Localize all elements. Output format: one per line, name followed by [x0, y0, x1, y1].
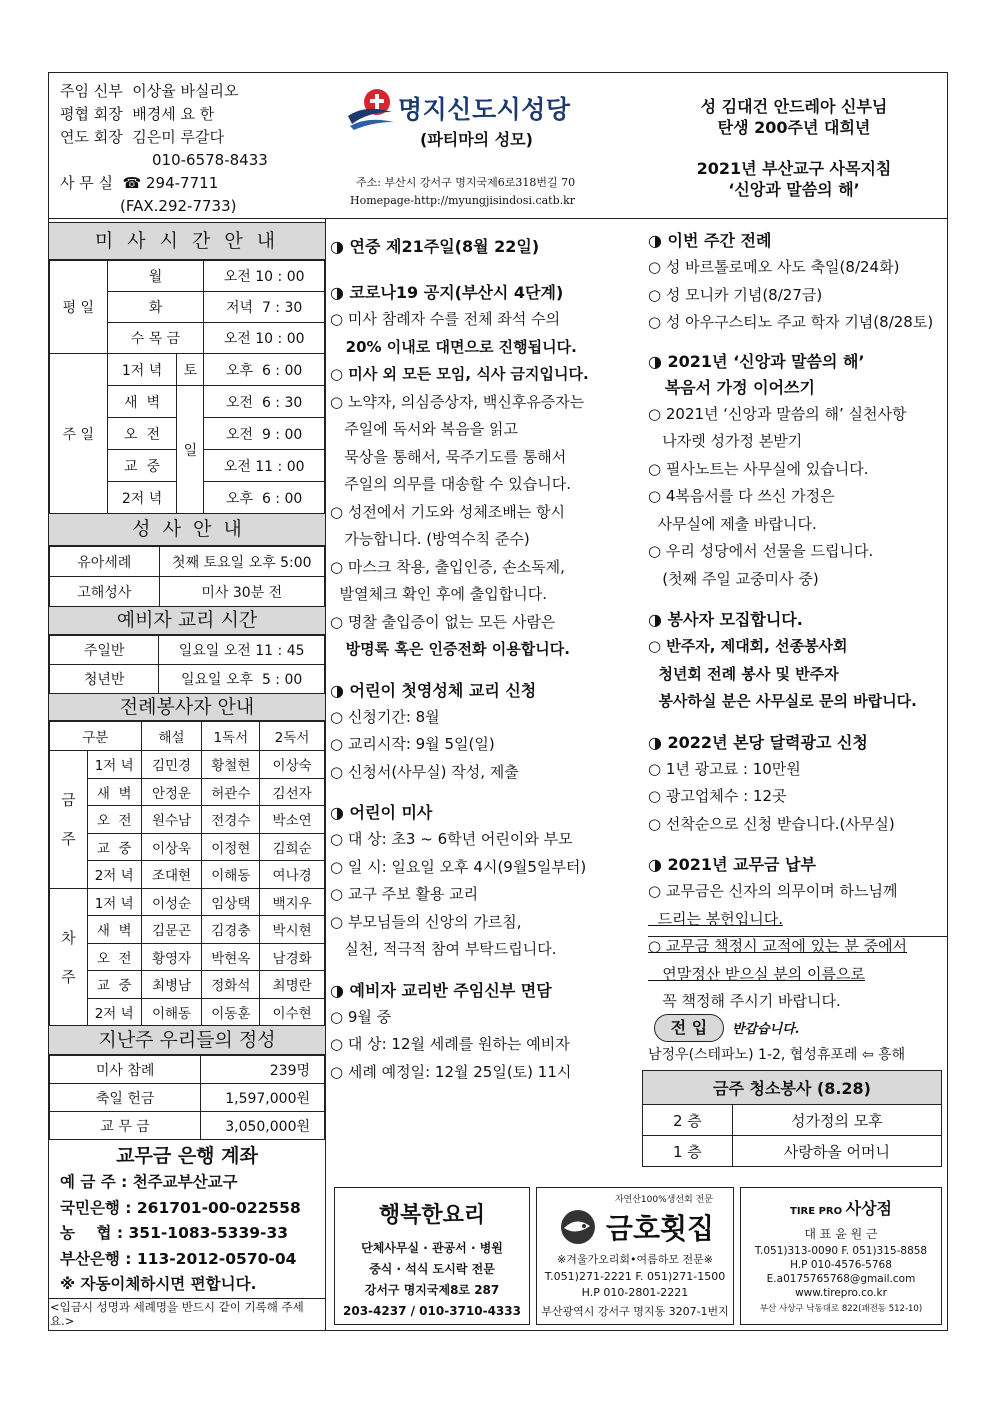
ad2-line: T.051)271-2221 F. 051)271-1500 — [544, 1270, 726, 1283]
motto-line-1: 2021년 부산교구 사목지침 — [696, 159, 892, 178]
notices-right — [648, 228, 948, 1026]
bank-note-divider — [48, 1298, 325, 1299]
servers-cell: 원수남 — [141, 806, 202, 834]
servers-cell: 1저 녁 — [87, 888, 141, 916]
notice-spacer — [648, 716, 948, 730]
servers-cell: 허관수 — [202, 778, 260, 806]
offering-title: 지난주 우리들의 정성 — [49, 1025, 325, 1055]
servers-cell: 김민경 — [141, 751, 202, 779]
notice-item: ○ 선착순으로 신청 받습니다.(사무실) — [648, 814, 895, 833]
servers-cell: 조대현 — [141, 861, 202, 889]
assoc-phone: 010-6578-8433 — [152, 151, 268, 169]
notice-item: ○ 부모님들의 신앙의 가르침, — [330, 912, 522, 931]
servers-row — [50, 943, 325, 971]
sacrament-value: 미사 30분 전 — [159, 577, 324, 607]
cleaning-floor: 1 층 — [643, 1136, 733, 1167]
sacrament-title: 성 사 안 내 — [49, 513, 325, 546]
servers-title: 전례봉사자 안내 — [49, 693, 325, 721]
bank-line: 부산은행 : 113-2012-0570-04 — [60, 1249, 297, 1268]
servers-row — [50, 888, 325, 916]
mass-day: 수 목 금 — [107, 323, 204, 354]
notice-item: ○ 우리 성당에서 선물을 드립니다. — [648, 542, 874, 560]
notice-item: ○ 대 상: 12월 세례를 원하는 예비자 — [330, 1035, 570, 1053]
servers-cell: 정화석 — [202, 971, 260, 999]
notice-heading: ◑ 2022년 본당 달력광고 신청 — [648, 732, 868, 752]
ad-restaurant — [334, 1187, 530, 1325]
notice-item: 연말정산 받으실 분의 이름으로 — [648, 964, 865, 983]
notice-heading: ◑ 예비자 교리반 주임신부 면담 — [330, 980, 552, 1000]
ad2-line: ※겨울가오리회•여름하모 전문※ — [557, 1253, 713, 1266]
servers-row — [50, 861, 325, 889]
ad1-name: 행복한요리 — [378, 1203, 486, 1228]
notice-heading: ◑ 2021년 교무금 납부 — [648, 855, 816, 874]
servers-row — [50, 916, 325, 944]
mass-day: 화 — [107, 292, 204, 323]
church-subtitle: (파티마의 성모) — [420, 130, 533, 149]
notice-item: ○ 성 바르톨로메오 사도 축일(8/24화) — [648, 258, 900, 276]
welcome-badge: 전 입 — [654, 1014, 724, 1042]
servers-header: 2독서 — [260, 722, 325, 751]
servers-cell: 김문곤 — [141, 916, 202, 944]
notice-item: ○ 교무금은 신자의 의무이며 하느님께 — [648, 882, 898, 900]
homepage-link[interactable]: Homepage-http://myungjisindosi.catb.kr — [350, 194, 576, 207]
notice-item: 실천, 적극적 참여 부탁드립니다. — [330, 940, 557, 958]
mass-time: 오후 6 : 00 — [204, 354, 325, 386]
ad3-line: www.tirepro.co.kr — [795, 1287, 887, 1299]
mass-time: 오전 11 : 00 — [204, 450, 325, 482]
ad2-line: H.P 010-2801-2221 — [581, 1286, 689, 1299]
ad2-top: 자연산100%생선회 전문 — [614, 1195, 713, 1205]
servers-row — [50, 806, 325, 834]
notice-spacer — [648, 337, 948, 349]
notice-heading: ◑ 이번 주간 전례 — [648, 231, 772, 250]
notice-item: ○ 성전에서 기도와 성체조배는 항시 — [330, 502, 566, 521]
catechism-value: 일요일 오전 11 : 45 — [159, 636, 325, 665]
notice-item: ○ 신청기간: 8월 — [330, 707, 440, 726]
notice-item: 사무실에 제출 바랍니다. — [648, 514, 817, 533]
mass-time: 오전 6 : 30 — [204, 386, 325, 418]
cleaning-table — [642, 1070, 942, 1167]
servers-header: 구분 — [50, 722, 142, 751]
catechism-value: 일요일 오후 5 : 00 — [159, 665, 325, 694]
servers-row — [50, 751, 325, 779]
cleaning-group: 성가정의 모후 — [732, 1105, 941, 1136]
servers-cell: 이수현 — [260, 998, 325, 1026]
servers-cell: 박현옥 — [202, 943, 260, 971]
ad3-brand: TIRE PRO — [790, 1206, 843, 1217]
assoc-name: 김은미 루갈다 — [132, 128, 224, 146]
servers-header: 1독서 — [202, 722, 260, 751]
fish-logo-icon — [556, 1208, 600, 1246]
ad3-line: 대 표 윤 원 근 — [804, 1227, 878, 1241]
mass-day: 새 벽 — [107, 386, 177, 418]
notice-item: ○ 2021년 ‘신앙과 말씀의 해’ 실천사항 — [648, 404, 907, 423]
ad3-line: T.051)313-0090 F. 051)315-8858 — [754, 1245, 928, 1257]
servers-cell: 이해동 — [141, 998, 202, 1026]
servers-cell: 오 전 — [87, 806, 141, 834]
notice-item: 발열체크 확인 후에 출입합니다. — [330, 585, 547, 603]
notice-spacer — [648, 838, 948, 852]
servers-cell: 이상욱 — [141, 833, 202, 861]
ad-tire — [740, 1187, 942, 1325]
council-label: 평협 회장 — [60, 105, 123, 123]
notice-item: ○ 성 아우구스티노 주교 학자 기념(8/28토) — [648, 313, 934, 331]
ad1-line: 단체사무실 · 관공서 · 병원 — [361, 1241, 503, 1255]
notice-heading: ◑ 어린이 미사 — [330, 803, 433, 822]
notice-spacer — [330, 786, 642, 800]
left-column-divider — [325, 218, 326, 1331]
church-address: 주소: 부산시 강서구 명지국제6로318번길 70 — [356, 176, 576, 189]
servers-row — [50, 998, 325, 1026]
ad2-name: 금호횟집 — [605, 1212, 715, 1245]
servers-cell: 이정현 — [202, 833, 260, 861]
servers-cell: 이해동 — [202, 861, 260, 889]
offering-value: 1,597,000원 — [201, 1084, 325, 1112]
notice-item: ○ 교구 주보 활용 교리 — [330, 885, 479, 903]
sacrament-label: 유아세례 — [50, 547, 160, 577]
notice-heading: ◑ 연중 제21주일(8월 22일) — [330, 237, 540, 256]
mass-times-title: 미 사 시 간 안 내 — [49, 222, 325, 260]
header-anniversary — [648, 96, 940, 200]
offering-value: 3,050,000원 — [201, 1112, 325, 1140]
header-info — [60, 80, 268, 218]
catechism-table — [49, 635, 325, 694]
notice-item: ○ 세례 예정일: 12월 25일(토) 11시 — [330, 1062, 572, 1081]
pastor-name: 이상율 바실리오 — [132, 82, 239, 100]
notice-item: (첫째 주일 교중미사 중) — [648, 569, 819, 588]
notice-item: ○ 광고업체수 : 12곳 — [648, 787, 787, 805]
notice-heading: ◑ 코로나19 공지(부산시 4단계) — [330, 283, 564, 302]
sacrament-value: 첫째 토요일 오후 5:00 — [159, 547, 324, 577]
servers-cell: 오 전 — [87, 943, 141, 971]
office-fax: (FAX.292-7733) — [120, 197, 237, 215]
servers-row — [50, 971, 325, 999]
notice-item: ○ 반주자, 제대회, 선종봉사회 — [648, 637, 848, 655]
notice-item: ○ 대 상: 초3 ~ 6학년 어린이와 부모 — [330, 830, 573, 848]
cleaning-title: 금주 청소봉사 (8.28) — [643, 1071, 942, 1105]
welcome-script: 반갑습니다. — [732, 1022, 800, 1037]
mass-day: 교 중 — [107, 450, 177, 482]
church-name: 명지신도시성당 — [398, 95, 571, 124]
notices-middle — [330, 234, 642, 1096]
bank-line: 예 금 주 : 천주교부산교구 — [60, 1173, 238, 1191]
ad2-line: 부산광역시 강서구 명지동 3207-1번지 — [541, 1305, 729, 1318]
servers-cell: 1저 녁 — [87, 751, 141, 779]
anniversary-line-1: 성 김대건 안드레아 신부님 — [700, 97, 888, 116]
notice-item: ○ 교리시작: 9월 5일(일) — [330, 735, 495, 753]
servers-week-label: 차 주 — [50, 888, 88, 1026]
mass-day: 오 전 — [107, 418, 177, 450]
ad1-line: 강서구 명지국제8로 287 — [364, 1283, 500, 1297]
mass-time: 오전 9 : 00 — [204, 418, 325, 450]
offering-label: 축일 헌금 — [50, 1084, 201, 1112]
mass-times-table — [49, 260, 325, 514]
anniversary-line-2: 탄생 200주년 대희년 — [717, 118, 871, 137]
notice-item: 청년회 전례 봉사 및 반주자 — [648, 664, 839, 683]
offering-label: 미사 참례 — [50, 1056, 201, 1084]
header-divider — [48, 218, 948, 219]
notice-item: ○ 일 시: 일요일 오후 4시(9월5일부터) — [330, 857, 587, 876]
notice-item: 봉사하실 분은 사무실로 문의 바랍니다. — [648, 692, 917, 710]
catechism-label: 주일반 — [50, 636, 159, 665]
notice-item: ○ 노약자, 의심증상자, 백신후유증자는 — [330, 392, 585, 411]
office-phone: ☎ 294-7711 — [122, 174, 219, 192]
notice-item: 드리는 봉헌입니다. — [648, 909, 783, 928]
servers-cell: 이성순 — [141, 888, 202, 916]
cleaning-group: 사랑하올 어머니 — [732, 1136, 941, 1167]
notice-heading: ◑ 봉사자 모집합니다. — [648, 610, 803, 629]
mass-day: 2저 녁 — [107, 482, 177, 514]
servers-cell: 안정운 — [141, 778, 202, 806]
pastor-label: 주임 신부 — [60, 82, 123, 100]
bank-title: 교무금 은행 계좌 — [116, 1145, 258, 1167]
notice-item: ○ 교무금 책정시 교적에 있는 분 중에서 — [648, 937, 908, 955]
servers-header: 해설 — [141, 722, 202, 751]
notice-item: 주일에 독서와 복음을 읽고 — [330, 420, 518, 438]
sacrament-table — [49, 546, 325, 607]
servers-cell: 박소연 — [260, 806, 325, 834]
sunday-label: 주 일 — [50, 354, 108, 514]
notice-item: ○ 명찰 출입증이 없는 모든 사람은 — [330, 612, 556, 631]
notice-item: ○ 4복음서를 다 쓰신 가정은 — [648, 487, 835, 505]
notice-spacer — [330, 260, 642, 280]
bank-note: <입금시 성명과 세례명을 반드시 같이 기록해 주세요.> — [50, 1300, 304, 1328]
notice-spacer — [330, 1086, 642, 1096]
notice-item: 나자렛 성가정 본받기 — [648, 432, 803, 450]
notice-item: 가능합니다. (방역수칙 준수) — [330, 530, 530, 548]
ad3-line: E.a0175765768@gmail.com — [766, 1273, 916, 1285]
bank-line: 국민은행 : 261701-00-022558 — [60, 1198, 301, 1217]
mass-time: 오후 6 : 00 — [204, 482, 325, 514]
sacrament-label: 고해성사 — [50, 577, 160, 607]
notice-heading: ◑ 2021년 ‘신앙과 말씀의 해’ 복음서 가정 이어쓰기 — [648, 351, 865, 397]
notice-item: 주일의 의무를 대송할 수 있습니다. — [330, 475, 572, 493]
cleaning-floor: 2 층 — [643, 1105, 733, 1136]
servers-cell: 남경화 — [260, 943, 325, 971]
offering-label: 교 무 금 — [50, 1112, 201, 1140]
servers-cell: 최병남 — [141, 971, 202, 999]
servers-row — [50, 833, 325, 861]
tithe-divider — [648, 936, 947, 937]
catechism-title: 예비자 교리 시간 — [49, 606, 325, 635]
notice-item: ○ 미사 참례자 수를 전체 좌석 수의 — [330, 310, 561, 328]
notice-item: ○ 1년 광고료 : 10만원 — [648, 759, 801, 778]
ad3-name: 사상점 — [845, 1199, 892, 1218]
welcome-text: 남정우(스테파노) 1-2, 협성휴포레 ⇦ 흥해 — [648, 1047, 906, 1063]
mass-time: 오전 10 : 00 — [204, 323, 325, 354]
sunday-il-label: 일 — [177, 386, 204, 514]
notice-item: ○ 필사노트는 사무실에 있습니다. — [648, 459, 869, 478]
notice-item: ○ 미사 외 모든 모임, 식사 금지입니다. — [330, 365, 589, 383]
servers-cell: 박시현 — [260, 916, 325, 944]
servers-table — [49, 721, 325, 1026]
weekday-label: 평 일 — [50, 261, 108, 354]
mass-day: 월 — [107, 261, 204, 292]
servers-cell: 새 벽 — [87, 916, 141, 944]
servers-week-label: 금 주 — [50, 751, 88, 889]
servers-cell: 2저 녁 — [87, 998, 141, 1026]
servers-cell: 전경수 — [202, 806, 260, 834]
servers-cell: 교 중 — [87, 971, 141, 999]
servers-cell: 이동훈 — [202, 998, 260, 1026]
servers-cell: 최명란 — [260, 971, 325, 999]
motto-line-2: ‘신앙과 말씀의 해’ — [728, 180, 860, 199]
servers-cell: 이상숙 — [260, 751, 325, 779]
notice-item: ○ 9월 중 — [330, 1007, 392, 1026]
mass-time: 저녁 7 : 30 — [204, 292, 325, 323]
notice-item: 꼭 책정해 주시기 바랍니다. — [648, 992, 841, 1010]
servers-row — [50, 778, 325, 806]
ad1-phone: 203-4237 / 010-3710-4333 — [343, 1304, 521, 1318]
servers-cell: 김희순 — [260, 833, 325, 861]
notice-item: ○ 신청서(사무실) 작성, 제출 — [330, 762, 519, 781]
notice-spacer — [648, 593, 948, 607]
saturday-label: 토 — [177, 354, 204, 386]
servers-cell: 교 중 — [87, 833, 141, 861]
notice-spacer — [330, 664, 642, 678]
servers-cell: 임상택 — [202, 888, 260, 916]
notice-item: 묵상을 통해서, 묵주기도를 통해서 — [330, 447, 567, 466]
mass-day: 1저 녁 — [107, 354, 177, 386]
servers-cell: 황영자 — [141, 943, 202, 971]
servers-cell: 여나경 — [260, 861, 325, 889]
assoc-label: 연도 회장 — [60, 128, 123, 146]
notice-item: 20% 이내로 대면으로 진행됩니다. — [330, 337, 577, 356]
council-name: 배경세 요 한 — [132, 105, 215, 123]
offering-value: 239명 — [201, 1056, 325, 1084]
ad3-line: 부산 사상구 낙동대로 822(괘전동 512-10) — [759, 1304, 923, 1314]
bank-line: 농 협 : 351-1083-5339-33 — [60, 1224, 289, 1242]
bank-accounts — [60, 1170, 301, 1298]
bank-line: ※ 자동이체하시면 편합니다. — [60, 1275, 257, 1293]
ad1-line: 중식 · 석식 도시락 전문 — [369, 1262, 495, 1276]
notice-spacer — [330, 964, 642, 978]
servers-cell: 김경충 — [202, 916, 260, 944]
servers-cell: 백지우 — [260, 888, 325, 916]
servers-cell: 2저 녁 — [87, 861, 141, 889]
servers-cell: 새 벽 — [87, 778, 141, 806]
offering-table — [49, 1055, 325, 1140]
church-logo-icon — [346, 86, 396, 132]
catechism-label: 청년반 — [50, 665, 159, 694]
notice-item: ○ 마스크 착용, 출입인증, 손소독제, — [330, 557, 565, 576]
notice-item: 방명록 혹은 인증전화 이용합니다. — [330, 640, 570, 658]
ad-sashimi — [536, 1187, 734, 1325]
notice-item: ○ 성 모니카 기념(8/27금) — [648, 285, 823, 304]
servers-cell: 김선자 — [260, 778, 325, 806]
mass-time: 오전 10 : 00 — [204, 261, 325, 292]
office-label: 사 무 실 — [60, 174, 114, 192]
ad3-line: H.P 010-4576-5768 — [790, 1259, 892, 1271]
servers-cell: 황철현 — [202, 751, 260, 779]
notice-heading: ◑ 어린이 첫영성체 교리 신청 — [330, 680, 537, 700]
